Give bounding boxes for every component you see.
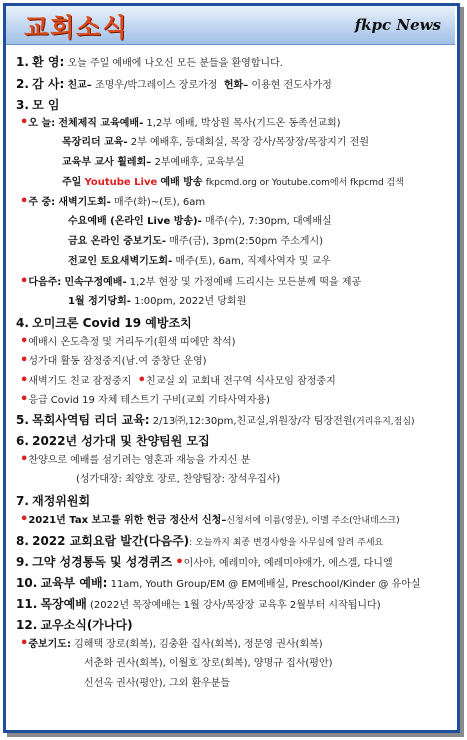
prayer-label: 중보기도:	[28, 639, 71, 650]
wed-bold: 수요예배 (온라인 Live 방송)-	[68, 216, 202, 227]
choir-text: 찬양으로 예배를 섬기려는 영혼과 재능을 가지신 분	[28, 455, 251, 466]
prayer-text: 서춘화 권사(회복), 이월호 장로(회복), 양명규 집사(평안)	[84, 658, 333, 669]
item-number: 8.	[16, 534, 29, 548]
item-bible-reading	[16, 555, 393, 571]
item-text: : 오늘까지 최종 변경사항을 사무실에 알려 주세요	[189, 538, 384, 548]
item-title: 목회사역팀 리더 교육:	[32, 413, 150, 427]
fri-text: 매주(금), 3pm(2:50pm 주소게시)	[169, 236, 324, 247]
item-title: 교우소식(가나다)	[40, 618, 133, 632]
item-meetings	[16, 98, 59, 114]
choir-text: (성가대장: 최양호 장로, 찬양팀장: 장석우집사)	[76, 474, 281, 485]
prayer-line-1	[20, 637, 323, 652]
prayer-text: 김해택 장로(회복), 김충환 집사(회복), 정문영 권사(회복)	[74, 639, 323, 650]
item-title: 그약 성경통독 및 성경퀴즈	[32, 555, 173, 569]
item-number: 5.	[16, 413, 29, 427]
saturday-line	[68, 255, 331, 269]
item-number: 1.	[16, 55, 29, 69]
fellowship-label: 친교–	[67, 80, 92, 91]
item-text: 이사야, 예레미야, 예레미야애가, 에스겔, 다니엘	[183, 558, 393, 569]
item-number: 9.	[16, 555, 29, 569]
item-cell-worship	[16, 597, 381, 613]
finance-bold: 2021년 Tax 보고를 위한 헌금 정산서 신청–	[28, 515, 227, 526]
next-label: 다음주:	[28, 277, 62, 288]
item-welcome	[16, 55, 283, 71]
next-bold: 민속구정예배-	[64, 277, 127, 288]
item-number: 12.	[16, 618, 38, 632]
today-label: 오 늘:	[28, 118, 56, 129]
today-line	[20, 116, 341, 131]
leader-bold: 목장리더 교육-	[62, 137, 128, 148]
teacher-line	[62, 156, 244, 170]
item-title: 목장예배	[40, 597, 87, 611]
youtube-bold: 예배 방송	[160, 177, 203, 188]
prayer-line-3	[84, 677, 230, 691]
item-finance	[16, 494, 90, 510]
bullet-icon: •	[137, 373, 146, 388]
wednesday-line	[68, 215, 332, 229]
choir-line-1	[20, 453, 250, 468]
youtube-text: fkpcmd.org or Youtube.com에서 fkpcmd 검색	[205, 178, 404, 188]
item-number: 3.	[16, 98, 29, 112]
header-title: 교회소식	[24, 13, 129, 42]
item-education	[16, 576, 421, 592]
bullet-icon: •	[20, 353, 29, 368]
item-title: 재정위원회	[32, 494, 91, 508]
header-subtitle: fkpc News	[354, 16, 441, 34]
covid-text: 응급 Covid 19 자체 테스트기 구비(교회 기타사역자용)	[28, 395, 270, 406]
youtube-line	[62, 176, 404, 190]
bullet-icon: •	[20, 452, 29, 467]
youtube-pre: 주일	[62, 177, 82, 188]
weekday-line	[20, 195, 205, 210]
bullet-icon: •	[20, 115, 29, 130]
youtube-live: Youtube Live	[84, 177, 158, 188]
item-number: 11.	[16, 597, 38, 611]
flowers-label: 헌화–	[223, 80, 249, 91]
bulletin-header	[6, 6, 455, 45]
sat-text: 매주(토), 6am, 직제사역자 및 교우	[175, 256, 331, 267]
choir-line-2	[76, 473, 280, 487]
item-member-news	[16, 618, 133, 634]
week-label: 주 중:	[28, 197, 56, 208]
session-bold: 1월 정기당회-	[68, 296, 131, 307]
item-small: (거리유지,점심)	[352, 417, 415, 427]
item-text: 오늘 주일 예배에 나오신 모든 분들을 환영합니다.	[67, 58, 283, 69]
friday-line	[68, 235, 323, 249]
finance-text: 신청서에 이름(영문), 이멜 주소(안내데스크)	[226, 516, 400, 526]
bullet-icon: •	[20, 274, 29, 289]
bullet-icon: •	[20, 194, 29, 209]
item-text: 2/13㈜,12:30pm,친교실,위원장/각 팀장전원	[152, 416, 353, 427]
item-title: 2022년 성가대 및 찬양팀원 모집	[32, 434, 210, 448]
sat-bold: 전교인 토요새벽기도회-	[68, 256, 173, 267]
item-title: 감 사:	[32, 77, 65, 91]
dawn-text: 매주(화)~(토), 6am	[113, 197, 206, 208]
covid-line-2	[20, 354, 207, 369]
item-title: 모 임	[32, 98, 60, 112]
item-number: 10.	[16, 576, 38, 590]
bullet-icon: •	[20, 373, 29, 388]
leader-text: 2부 예배후, 등대회실, 목장 강사/목장장/목장지기 전원	[130, 137, 369, 148]
teacher-text: 2부예배후, 교육부실	[154, 157, 245, 168]
item-covid	[16, 316, 192, 332]
covid-text: 성가대 활동 잠정중지(남.여 중창단 운영)	[28, 356, 207, 367]
item-text: (2022년 목장예배는 1월 강사/목장장 교육후 2월부터 시작됩니다)	[90, 600, 381, 611]
item-title: 환 영:	[32, 55, 65, 69]
session-text: 1:00pm, 2022년 당회원	[134, 296, 247, 307]
wed-text: 매주(수), 7:30pm, 대예배실	[204, 216, 332, 227]
finance-line	[20, 513, 400, 528]
covid-line-4	[20, 393, 270, 408]
next-week-line	[20, 275, 361, 290]
item-number: 6.	[16, 434, 29, 448]
item-thanks	[16, 77, 332, 93]
bullet-icon: •	[20, 512, 29, 527]
dawn-bold: 새벽기도회-	[58, 197, 111, 208]
item-title: 교육부 예배:	[40, 576, 108, 590]
item-title: 오미크론 Covid 19 예방조치	[32, 316, 192, 330]
item-text: 11am, Youth Group/EM @ EM예배실, Preschool/Kinder @ 유아실	[110, 579, 421, 590]
today-text: 1,2부 예배, 박상원 목사(기드온 동족선교회)	[146, 118, 341, 129]
item-leader-training	[16, 413, 415, 429]
bullet-icon: •	[20, 334, 29, 349]
bullet-icon: •	[20, 392, 29, 407]
teacher-bold: 교육부 교사 훨레회–	[62, 157, 152, 168]
covid-text: 예배시 온도측정 및 거리두기(흰색 띠에만 착석)	[28, 337, 236, 348]
bullet-icon: •	[175, 555, 184, 570]
item-choir	[16, 434, 210, 450]
session-line	[68, 295, 246, 309]
fri-bold: 금요 온라인 중보기도-	[68, 236, 167, 247]
flowers-text: 이용현 전도사가정	[251, 80, 332, 91]
leader-line	[62, 136, 369, 150]
fellowship-text: 조명우/박그레이스 장로가정	[94, 80, 218, 91]
item-number: 2.	[16, 77, 29, 91]
today-bold: 전체제직 교육예배-	[58, 118, 144, 129]
bullet-icon: •	[20, 636, 29, 651]
item-number: 4.	[16, 316, 29, 330]
item-directory	[16, 534, 383, 550]
prayer-text: 신선옥 권사(평안), 그외 환우분들	[84, 678, 231, 689]
next-text: 1,2부 현장 및 가정예배 드리시는 모든분께 떡을 제공	[129, 277, 362, 288]
covid-line-3	[20, 374, 336, 389]
item-title: 2022 교회요람 발간(다음주)	[32, 534, 190, 548]
covid-text: 새벽기도 친교 잠정중지	[28, 376, 132, 387]
covid-line-1	[20, 335, 236, 350]
prayer-line-2	[84, 657, 333, 671]
item-number: 7.	[16, 494, 29, 508]
covid-text: 친교실 외 교회내 전구역 식사모임 잠정중지	[145, 376, 336, 387]
